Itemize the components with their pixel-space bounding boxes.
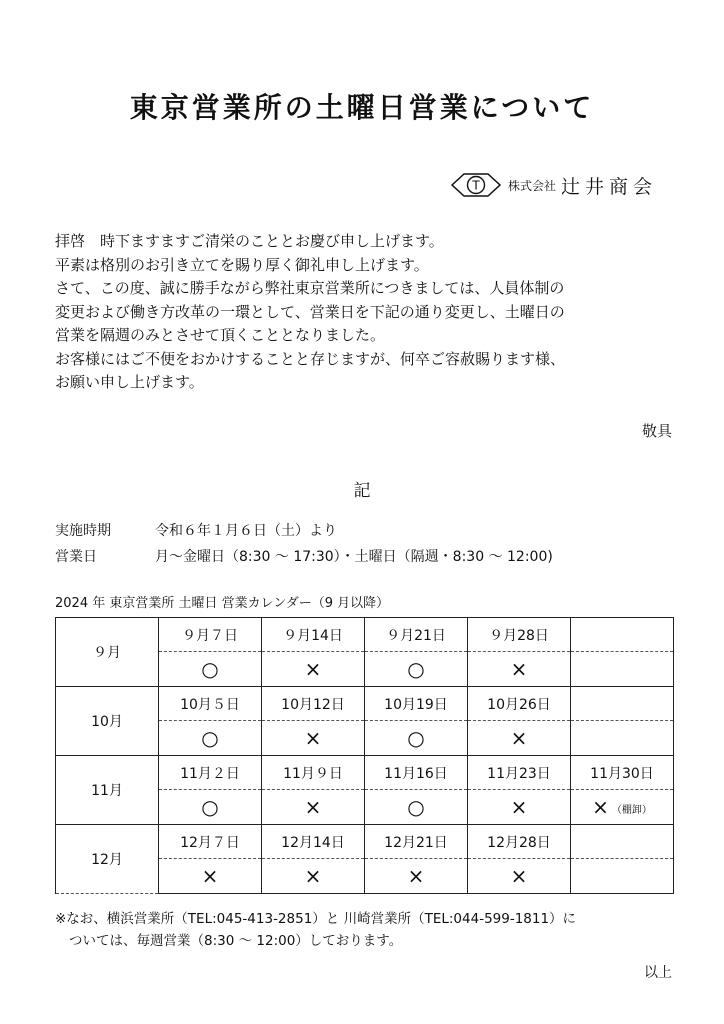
calendar-title: 2024 年 東京営業所 土曜日 営業カレンダー（9 月以降） xyxy=(55,596,390,611)
status-mark: ○ xyxy=(407,726,425,750)
status-cell xyxy=(365,652,468,687)
status-mark: × xyxy=(510,795,528,819)
letter-closing: 敬具 xyxy=(641,422,672,440)
footnote-line: ついては、毎週営業（8:30 ～ 12:00）しております。 xyxy=(69,933,403,949)
letter-body xyxy=(55,230,675,395)
status-mark: × xyxy=(304,657,322,681)
status-mark: × xyxy=(304,726,322,750)
status-mark: × xyxy=(510,864,528,888)
status-cell xyxy=(468,790,571,825)
status-mark: × xyxy=(304,795,322,819)
date-cell: 12月28日 xyxy=(468,825,571,859)
status-mark: × xyxy=(510,657,528,681)
date-cell: ９月21日 xyxy=(365,618,468,652)
letter-line: 営業を隔週のみとさせて頂くこととなりました。 xyxy=(55,326,386,344)
status-cell xyxy=(468,652,571,687)
date-cell: 10月19日 xyxy=(365,687,468,721)
date-cell: 10月12日 xyxy=(262,687,365,721)
month-cell: 10月 xyxy=(56,687,159,756)
document-end: 以上 xyxy=(644,965,672,981)
letter-line: お客様にはご不便をおかけすることと存じますが、何卒ご容赦賜ります様、 xyxy=(55,349,566,368)
company-name: 辻井商会 xyxy=(561,175,658,198)
status-cell xyxy=(468,721,571,756)
status-cell xyxy=(468,859,571,894)
start-date-row xyxy=(55,520,337,540)
status-mark: ○ xyxy=(407,657,425,681)
status-mark: × xyxy=(592,795,609,819)
business-days-value: 月～金曜日（8:30 ～ 17:30）・土曜日（隔週・8:30 ～ 12:00) xyxy=(155,549,553,565)
date-cell: ９月14日 xyxy=(262,618,365,652)
letter-line: さて、この度、誠に勝手ながら弊社東京営業所につきましては、人員体制の xyxy=(55,279,565,297)
status-cell xyxy=(262,859,365,894)
footnote xyxy=(55,908,675,952)
month-cell: 12月 xyxy=(56,825,159,894)
status-mark: × xyxy=(304,864,322,888)
calendar-row xyxy=(56,825,674,859)
status-cell xyxy=(159,790,262,825)
letter-line: 拝啓 時下ますますご清栄のこととお慶び申し上げます。 xyxy=(55,232,444,250)
status-mark: ○ xyxy=(201,657,219,681)
status-cell xyxy=(571,652,674,687)
status-cell xyxy=(159,652,262,687)
date-cell: 11月16日 xyxy=(365,756,468,790)
status-cell xyxy=(262,790,365,825)
inventory-note: （棚卸） xyxy=(611,805,652,816)
status-mark: ○ xyxy=(407,795,425,819)
business-days-row xyxy=(55,546,553,566)
status-cell xyxy=(159,721,262,756)
status-cell xyxy=(571,721,674,756)
status-cell xyxy=(365,790,468,825)
status-mark: × xyxy=(407,864,425,888)
date-cell: 12月21日 xyxy=(365,825,468,859)
status-mark: ○ xyxy=(201,795,219,819)
status-cell xyxy=(262,652,365,687)
date-cell xyxy=(571,618,674,652)
date-cell: 11月２日 xyxy=(159,756,262,790)
date-cell: 11月23日 xyxy=(468,756,571,790)
footnote-line: ※なお、横浜営業所（TEL:045-413-2851）と 川崎営業所（TEL:044-599-1811）に xyxy=(55,911,577,927)
document-title: 東京営業所の土曜日営業について xyxy=(129,91,595,124)
date-cell: 11月30日 xyxy=(571,756,674,790)
month-cell: 11月 xyxy=(56,756,159,825)
date-cell: ９月７日 xyxy=(159,618,262,652)
start-date-label: 実施時期 xyxy=(55,523,111,539)
status-cell xyxy=(159,859,262,894)
date-cell: 12月14日 xyxy=(262,825,365,859)
start-date-value: 令和６年１月６日（土）より xyxy=(155,523,337,539)
status-mark: × xyxy=(201,864,219,888)
ki-heading: 記 xyxy=(353,481,371,501)
date-cell: 11月９日 xyxy=(262,756,365,790)
status-mark: ○ xyxy=(201,726,219,750)
company-block xyxy=(450,168,657,202)
status-mark: × xyxy=(510,726,528,750)
date-cell: ９月28日 xyxy=(468,618,571,652)
status-cell xyxy=(571,859,674,894)
status-cell xyxy=(365,859,468,894)
calendar-row xyxy=(56,756,674,790)
date-cell: 10月５日 xyxy=(159,687,262,721)
status-cell xyxy=(571,790,674,825)
saturday-calendar-table xyxy=(55,617,674,894)
letter-line: 変更および働き方改革の一環として、営業日を下記の通り変更し、土曜日の xyxy=(55,302,565,321)
status-cell xyxy=(262,721,365,756)
company-logo-icon xyxy=(450,170,502,200)
letter-line: 平素は格別のお引き立てを賜り厚く御礼申し上げます。 xyxy=(55,255,429,274)
date-cell xyxy=(571,687,674,721)
calendar-row xyxy=(56,687,674,721)
business-days-label: 営業日 xyxy=(55,549,97,565)
letter-line: お願い申し上げます。 xyxy=(55,373,204,391)
date-cell xyxy=(571,825,674,859)
calendar-row xyxy=(56,618,674,652)
date-cell: 12月７日 xyxy=(159,825,262,859)
date-cell: 10月26日 xyxy=(468,687,571,721)
company-prefix: 株式会社 xyxy=(508,178,557,193)
status-cell xyxy=(365,721,468,756)
month-cell: ９月 xyxy=(56,618,159,687)
logo-letter: T xyxy=(472,178,480,193)
